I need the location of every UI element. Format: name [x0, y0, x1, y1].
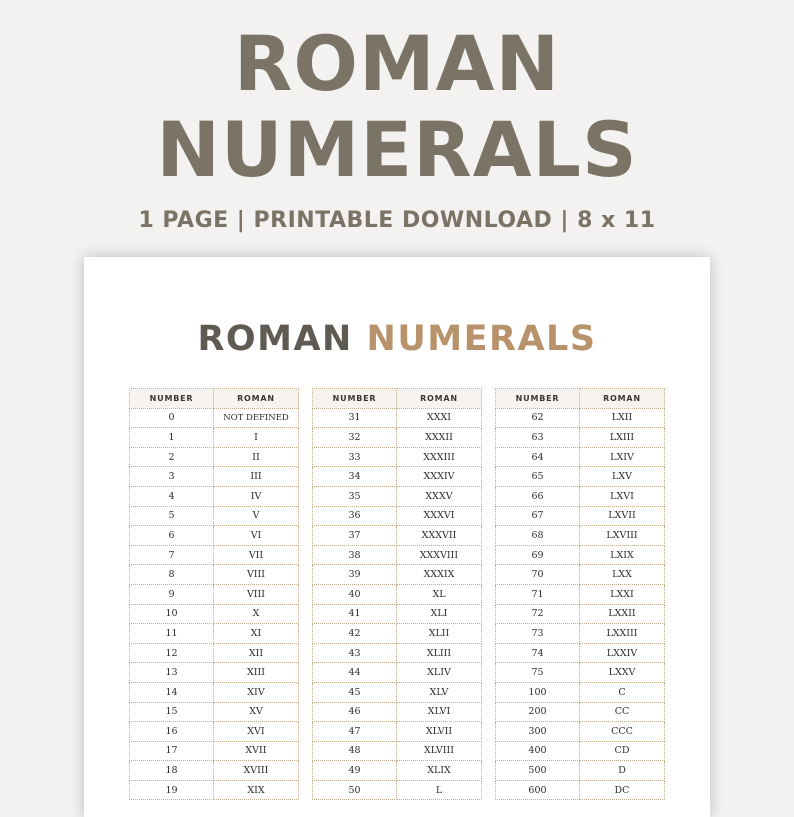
table-row: [496, 584, 665, 604]
table-row: [496, 761, 665, 781]
roman-cell: LXIII: [580, 428, 665, 448]
table-row: [130, 682, 299, 702]
number-cell: 100: [496, 682, 580, 702]
table-row: [130, 741, 299, 761]
table-row: [496, 682, 665, 702]
roman-cell: XIX: [214, 780, 299, 800]
roman-cell: III: [214, 467, 299, 487]
roman-cell: XXXIII: [397, 447, 482, 467]
roman-cell: LXV: [580, 467, 665, 487]
column-header-roman: ROMAN: [580, 389, 665, 409]
number-cell: 19: [130, 780, 214, 800]
number-cell: 4: [130, 486, 214, 506]
number-cell: 43: [313, 643, 397, 663]
table-row: [496, 408, 665, 428]
table-row: [130, 545, 299, 565]
roman-cell: LXX: [580, 565, 665, 585]
table-row: [313, 722, 482, 742]
table-row: [496, 722, 665, 742]
table-row: [313, 780, 482, 800]
table-row: [130, 643, 299, 663]
number-cell: 40: [313, 584, 397, 604]
table-row: [130, 722, 299, 742]
roman-cell: XIII: [214, 663, 299, 683]
number-cell: 10: [130, 604, 214, 624]
sheet-title-roman: ROMAN: [197, 319, 353, 359]
table-row: [130, 428, 299, 448]
roman-cell: XV: [214, 702, 299, 722]
table-row: [496, 624, 665, 644]
number-cell: 31: [313, 408, 397, 428]
roman-cell: II: [214, 447, 299, 467]
roman-cell: XLIX: [397, 761, 482, 781]
number-cell: 200: [496, 702, 580, 722]
column-header-roman: ROMAN: [397, 389, 482, 409]
roman-cell: D: [580, 761, 665, 781]
headline-subtitle: 1 PAGE | PRINTABLE DOWNLOAD | 8 x 11: [138, 208, 656, 233]
roman-cell: LXXI: [580, 584, 665, 604]
roman-cell: XXXIX: [397, 565, 482, 585]
roman-cell: XVII: [214, 741, 299, 761]
number-cell: 65: [496, 467, 580, 487]
roman-cell: CD: [580, 741, 665, 761]
table-row: [313, 682, 482, 702]
number-cell: 33: [313, 447, 397, 467]
headline-line-1: ROMAN: [233, 19, 561, 108]
roman-cell: LXVIII: [580, 526, 665, 546]
table-row: [313, 486, 482, 506]
roman-cell: XLIV: [397, 663, 482, 683]
column-header-number: NUMBER: [313, 389, 397, 409]
table-row: [130, 663, 299, 683]
number-cell: 32: [313, 428, 397, 448]
number-cell: 69: [496, 545, 580, 565]
number-cell: 36: [313, 506, 397, 526]
number-cell: 42: [313, 624, 397, 644]
table-row: [496, 545, 665, 565]
table-row: [130, 624, 299, 644]
table-row: [496, 643, 665, 663]
table-row: [130, 447, 299, 467]
table-row: [313, 565, 482, 585]
roman-cell: XLVIII: [397, 741, 482, 761]
table-row: [496, 467, 665, 487]
number-cell: 3: [130, 467, 214, 487]
roman-cell: XLI: [397, 604, 482, 624]
roman-cell: XL: [397, 584, 482, 604]
number-cell: 17: [130, 741, 214, 761]
table-row: [313, 604, 482, 624]
number-cell: 38: [313, 545, 397, 565]
roman-cell: C: [580, 682, 665, 702]
roman-cell: XXXVIII: [397, 545, 482, 565]
roman-cell: XLVI: [397, 702, 482, 722]
table-row: [130, 604, 299, 624]
roman-cell: VI: [214, 526, 299, 546]
roman-cell: LXVII: [580, 506, 665, 526]
number-cell: 37: [313, 526, 397, 546]
number-cell: 75: [496, 663, 580, 683]
table-row: [496, 428, 665, 448]
number-cell: 500: [496, 761, 580, 781]
roman-cell: XLIII: [397, 643, 482, 663]
roman-cell: VIII: [214, 565, 299, 585]
number-cell: 15: [130, 702, 214, 722]
column-header-roman: ROMAN: [214, 389, 299, 409]
roman-cell: LXII: [580, 408, 665, 428]
roman-cell: V: [214, 506, 299, 526]
table-row: [496, 604, 665, 624]
table-row: [313, 545, 482, 565]
number-cell: 62: [496, 408, 580, 428]
printable-sheet: [84, 257, 710, 817]
number-cell: 49: [313, 761, 397, 781]
number-cell: 72: [496, 604, 580, 624]
table-row: [313, 741, 482, 761]
number-cell: 13: [130, 663, 214, 683]
roman-cell: VII: [214, 545, 299, 565]
number-cell: 68: [496, 526, 580, 546]
roman-cell: XXXVII: [397, 526, 482, 546]
number-cell: 12: [130, 643, 214, 663]
roman-cell: NOT DEFINED: [214, 408, 299, 428]
roman-cell: CCC: [580, 722, 665, 742]
table-row: [313, 624, 482, 644]
table-row: [130, 526, 299, 546]
sheet-title: [84, 319, 710, 359]
number-cell: 600: [496, 780, 580, 800]
number-cell: 67: [496, 506, 580, 526]
number-cell: 50: [313, 780, 397, 800]
table-row: [130, 486, 299, 506]
roman-cell: LXIV: [580, 447, 665, 467]
roman-cell: XXXV: [397, 486, 482, 506]
table-row: [496, 663, 665, 683]
table-header-row: [130, 389, 299, 409]
number-cell: 1: [130, 428, 214, 448]
table-row: [313, 447, 482, 467]
table-row: [130, 467, 299, 487]
column-header-number: NUMBER: [130, 389, 214, 409]
number-cell: 9: [130, 584, 214, 604]
number-cell: 46: [313, 702, 397, 722]
number-cell: 34: [313, 467, 397, 487]
number-cell: 45: [313, 682, 397, 702]
roman-cell: XLII: [397, 624, 482, 644]
table-row: [313, 761, 482, 781]
numeral-table-3: [495, 388, 665, 800]
table-row: [313, 467, 482, 487]
roman-cell: LXXIII: [580, 624, 665, 644]
number-cell: 48: [313, 741, 397, 761]
table-row: [130, 506, 299, 526]
number-cell: 5: [130, 506, 214, 526]
table-row: [496, 565, 665, 585]
number-cell: 16: [130, 722, 214, 742]
number-cell: 74: [496, 643, 580, 663]
headline-line-2: NUMERALS: [156, 105, 638, 194]
roman-cell: I: [214, 428, 299, 448]
column-header-number: NUMBER: [496, 389, 580, 409]
table-row: [313, 702, 482, 722]
table-row: [313, 506, 482, 526]
roman-cell: XXXIV: [397, 467, 482, 487]
roman-cell: CC: [580, 702, 665, 722]
roman-cell: DC: [580, 780, 665, 800]
table-row: [313, 526, 482, 546]
sheet-title-numerals: NUMERALS: [366, 319, 597, 359]
roman-cell: XXXII: [397, 428, 482, 448]
roman-cell: LXXIV: [580, 643, 665, 663]
roman-cell: XVI: [214, 722, 299, 742]
number-cell: 18: [130, 761, 214, 781]
roman-cell: VIII: [214, 584, 299, 604]
table-header-row: [313, 389, 482, 409]
number-cell: 64: [496, 447, 580, 467]
table-row: [313, 408, 482, 428]
numeral-table-2: [312, 388, 482, 800]
numeral-table-1: [129, 388, 299, 800]
number-cell: 41: [313, 604, 397, 624]
table-row: [496, 780, 665, 800]
table-row: [496, 447, 665, 467]
table-row: [496, 741, 665, 761]
roman-cell: XVIII: [214, 761, 299, 781]
table-row: [496, 506, 665, 526]
table-row: [130, 702, 299, 722]
table-row: [496, 526, 665, 546]
number-cell: 400: [496, 741, 580, 761]
roman-cell: IV: [214, 486, 299, 506]
roman-cell: L: [397, 780, 482, 800]
table-row: [130, 780, 299, 800]
number-cell: 7: [130, 545, 214, 565]
table-row: [313, 584, 482, 604]
number-cell: 6: [130, 526, 214, 546]
table-row: [313, 643, 482, 663]
number-cell: 300: [496, 722, 580, 742]
number-cell: 73: [496, 624, 580, 644]
roman-cell: LXIX: [580, 545, 665, 565]
number-cell: 71: [496, 584, 580, 604]
number-cell: 0: [130, 408, 214, 428]
number-cell: 14: [130, 682, 214, 702]
number-cell: 11: [130, 624, 214, 644]
table-row: [130, 761, 299, 781]
number-cell: 44: [313, 663, 397, 683]
number-cell: 35: [313, 486, 397, 506]
roman-cell: XIV: [214, 682, 299, 702]
table-row: [130, 565, 299, 585]
table-row: [313, 428, 482, 448]
number-cell: 8: [130, 565, 214, 585]
table-row: [496, 702, 665, 722]
roman-cell: LXXV: [580, 663, 665, 683]
table-header-row: [496, 389, 665, 409]
roman-cell: XII: [214, 643, 299, 663]
roman-cell: X: [214, 604, 299, 624]
table-row: [130, 584, 299, 604]
number-cell: 66: [496, 486, 580, 506]
number-cell: 39: [313, 565, 397, 585]
roman-cell: LXXII: [580, 604, 665, 624]
roman-cell: XXXVI: [397, 506, 482, 526]
number-cell: 63: [496, 428, 580, 448]
roman-cell: XI: [214, 624, 299, 644]
roman-cell: XLVII: [397, 722, 482, 742]
roman-cell: XXXI: [397, 408, 482, 428]
table-row: [313, 663, 482, 683]
table-row: [130, 408, 299, 428]
number-cell: 2: [130, 447, 214, 467]
roman-cell: XLV: [397, 682, 482, 702]
roman-cell: LXVI: [580, 486, 665, 506]
table-row: [496, 486, 665, 506]
number-cell: 70: [496, 565, 580, 585]
number-cell: 47: [313, 722, 397, 742]
